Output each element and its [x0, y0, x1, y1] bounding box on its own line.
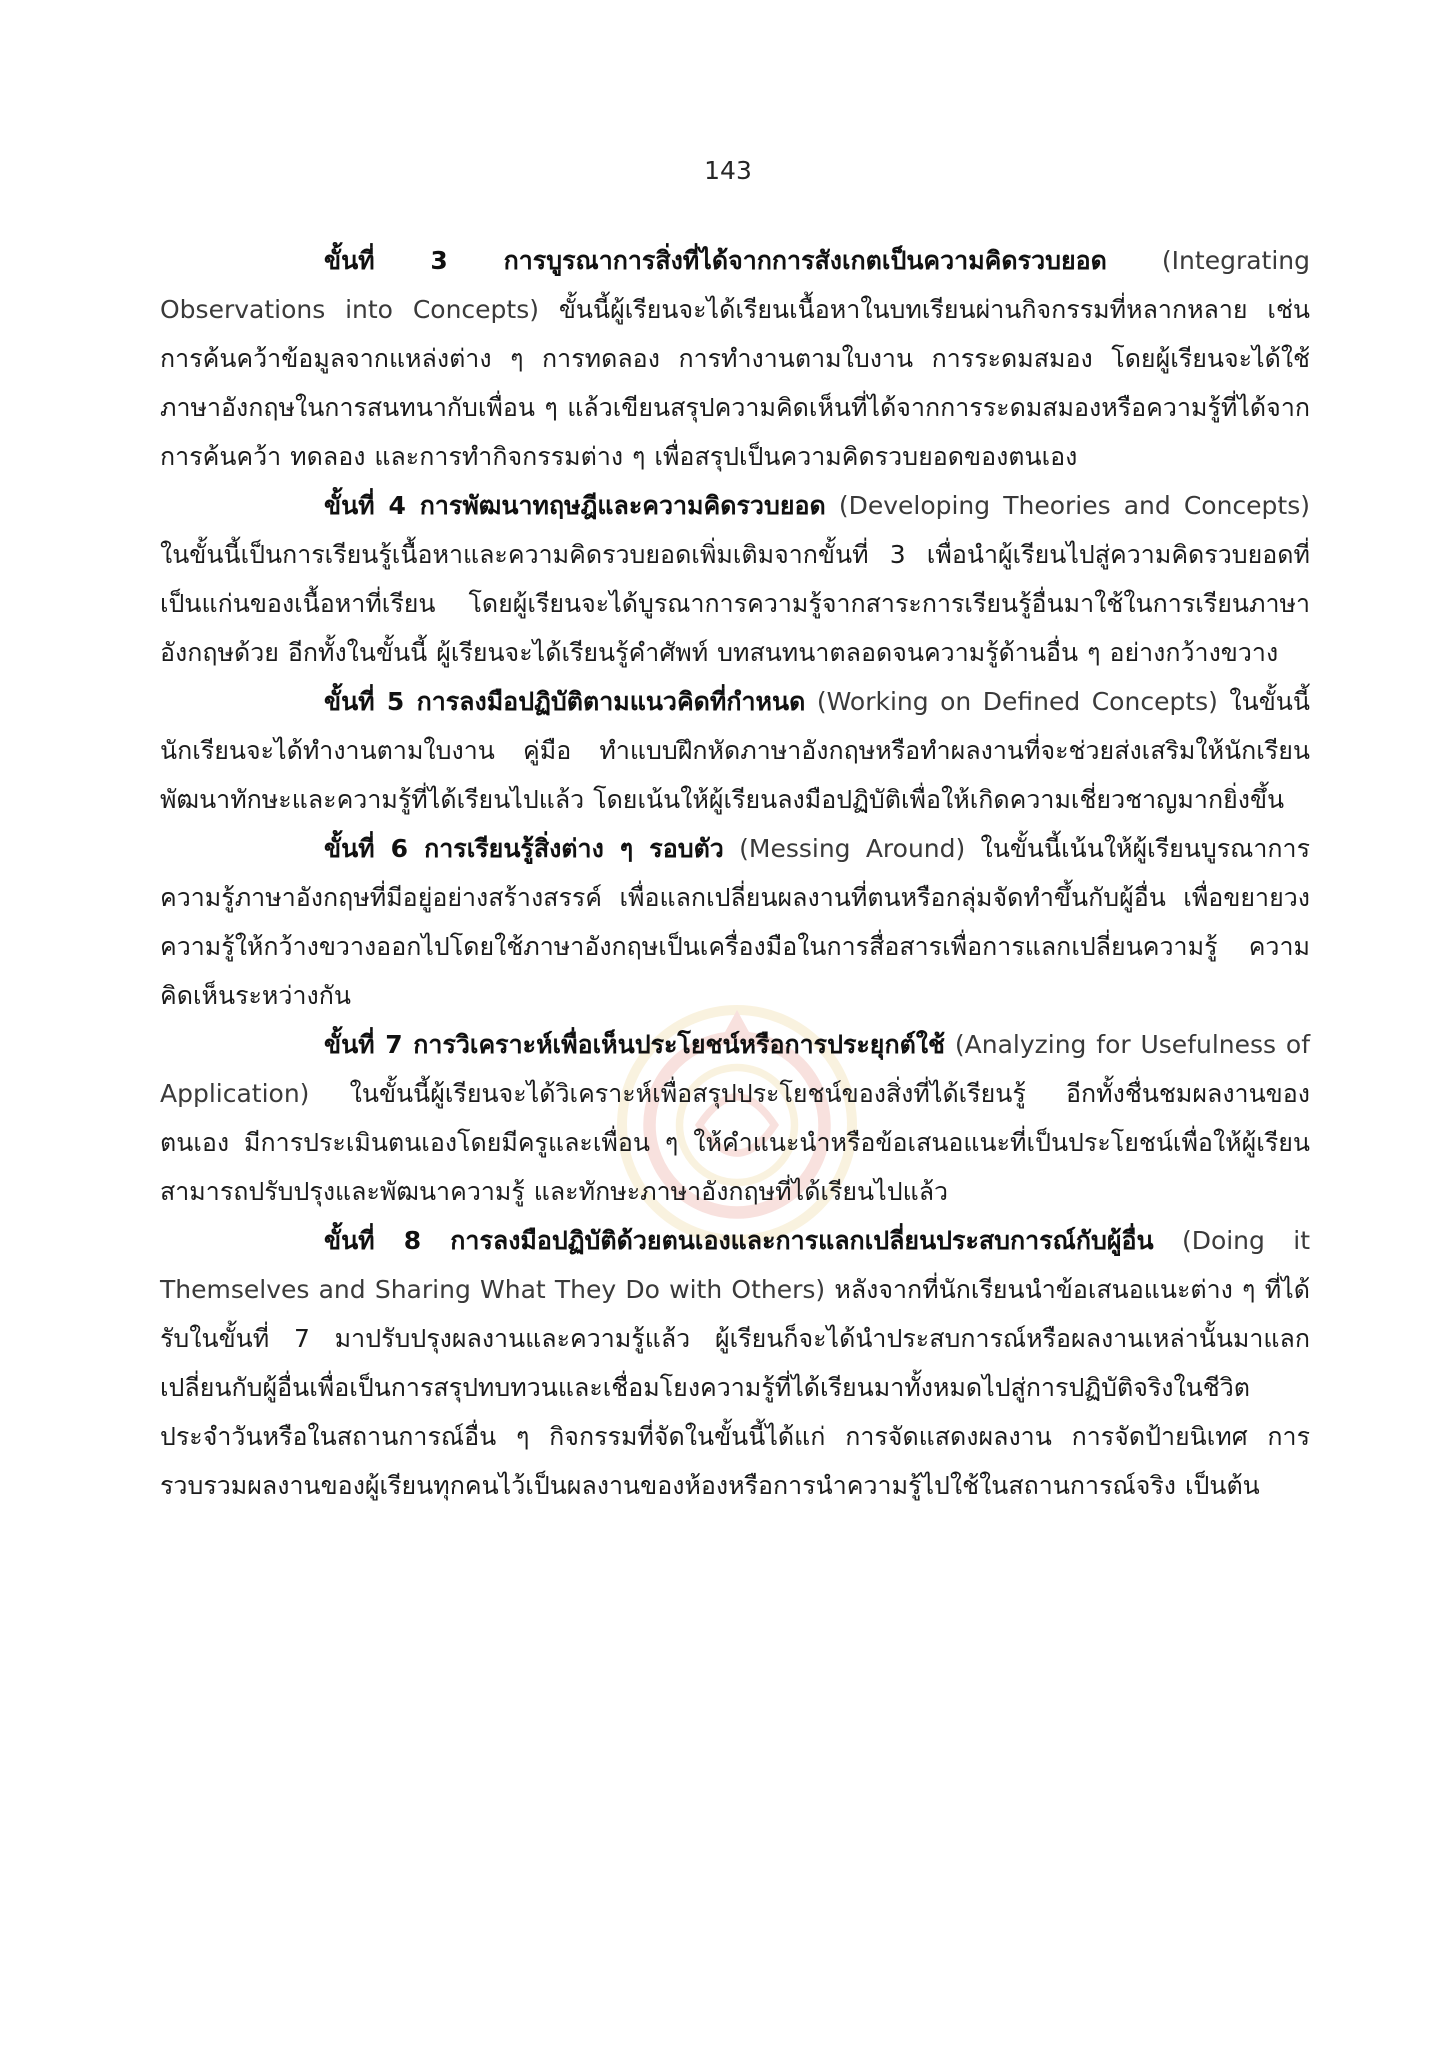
step-7-paragraph	[160, 1020, 1310, 1216]
step-5-english-term: (Working on Defined Concepts)	[816, 687, 1218, 716]
step-7-body: ในขั้นนี้ผู้เรียนจะได้วิเคราะห์เพื่อสรุปประโยชน์ของสิ่งที่ได้เรียนรู้ อีกทั้งชื่นชมผลงานของตนเอง มีการประเมินตนเองโดยมีครูและเพื่อน ๆ ให้คำแนะนำหรือข้อเสนอแนะที่เป็นประโยชน์เพื่อให้ผู้เรียนสามารถปรับปรุงและพัฒนาความรู้ และทักษะภาษาอังกฤษที่ได้เรียนไปแล้ว	[160, 1079, 1310, 1206]
step-3-paragraph	[160, 236, 1310, 481]
step-5-body: ในขั้นนี้นักเรียนจะได้ทำงานตามใบงาน คู่มือ ทำแบบฝึกหัดภาษาอังกฤษหรือทำผลงานที่จะช่วยส่งเสริมให้นักเรียนพัฒนาทักษะและความรู้ที่ได้เรียนไปแล้ว โดยเน้นให้ผู้เรียนลงมือปฏิบัติเพื่อให้เกิดความเชี่ยวชาญมากยิ่งขึ้น	[160, 687, 1310, 814]
step-5-heading: ขั้นที่ 5 การลงมือปฏิบัติตามแนวคิดที่กำหนด	[324, 687, 806, 716]
step-3-body: ขั้นนี้ผู้เรียนจะได้เรียนเนื้อหาในบทเรียนผ่านกิจกรรมที่หลากหลาย เช่น การค้นคว้าข้อมูลจากแหล่งต่าง ๆ การทดลอง การทำงานตามใบงาน การระดมสมอง โดยผู้เรียนจะได้ใช้ภาษาอังกฤษในการสนทนากับเพื่อน ๆ แล้วเขียนสรุปความคิดเห็นที่ได้จากการระดมสมองหรือความรู้ที่ได้จากการค้นคว้า ทดลอง และการทำกิจกรรมต่าง ๆ เพื่อสรุปเป็นความคิดรวบยอดของตนเอง	[160, 295, 1311, 471]
step-8-heading: ขั้นที่ 8 การลงมือปฏิบัติด้วยตนเองและการแลกเปลี่ยนประสบการณ์กับผู้อื่น	[324, 1226, 1154, 1255]
step-3-heading: ขั้นที่ 3 การบูรณาการสิ่งที่ได้จากการสังเกตเป็นความคิดรวบยอด	[324, 246, 1107, 275]
step-8-body: หลังจากที่นักเรียนนำข้อเสนอแนะต่าง ๆ ที่ได้รับในขั้นที่ 7 มาปรับปรุงผลงานและความรู้แล้ว ผู้เรียนก็จะได้นำประสบการณ์หรือผลงานเหล่านั้นมาแลกเปลี่ยนกับผู้อื่นเพื่อเป็นการสรุปทบทวนและเชื่อมโยงความรู้ที่ได้เรียนมาทั้งหมดไปสู่การปฏิบัติจริงในชีวิตประจำวันหรือในสถานการณ์อื่น ๆ กิจกรรมที่จัดในขั้นนี้ได้แก่ การจัดแสดงผลงาน การจัดป้ายนิเทศ การรวบรวมผลงานของผู้เรียนทุกคนไว้เป็นผลงานของห้องหรือการนำความรู้ไปใช้ในสถานการณ์จริง เป็นต้น	[160, 1275, 1310, 1500]
step-5-paragraph	[160, 677, 1310, 824]
document-body	[160, 236, 1310, 1510]
step-8-paragraph	[160, 1216, 1310, 1510]
step-6-body: ในขั้นนี้เน้นให้ผู้เรียนบูรณาการความรู้ภาษาอังกฤษที่มีอยู่อย่างสร้างสรรค์ เพื่อแลกเปลี่ยนผลงานที่ตนหรือกลุ่มจัดทำขึ้นกับผู้อื่น เพื่อขยายวงความรู้ให้กว้างขวางออกไปโดยใช้ภาษาอังกฤษเป็นเครื่องมือในการสื่อสารเพื่อการแลกเปลี่ยนความรู้ ความคิดเห็นระหว่างกัน	[160, 834, 1311, 1010]
step-8-english-term: (Doing it Themselves and Sharing What They Do with Others)	[160, 1226, 1310, 1304]
step-4-heading: ขั้นที่ 4 การพัฒนาทฤษฎีและความคิดรวบยอด	[324, 491, 826, 520]
step-6-paragraph	[160, 824, 1310, 1020]
step-7-heading: ขั้นที่ 7 การวิเคราะห์เพื่อเห็นประโยชน์หรือการประยุกต์ใช้	[324, 1030, 946, 1059]
step-6-heading: ขั้นที่ 6 การเรียนรู้สิ่งต่าง ๆ รอบตัว	[324, 834, 724, 863]
step-3-english-term: (Integrating Observations into Concepts)	[160, 246, 1311, 324]
step-4-body: ในขั้นนี้เป็นการเรียนรู้เนื้อหาและความคิดรวบยอดเพิ่มเติมจากขั้นที่ 3 เพื่อนำผู้เรียนไปสู่ความคิดรวบยอดที่เป็นแก่นของเนื้อหาที่เรียน โดยผู้เรียนจะได้บูรณาการความรู้จากสาระการเรียนรู้อื่นมาใช้ในการเรียนภาษาอังกฤษด้วย อีกทั้งในขั้นนี้ ผู้เรียนจะได้เรียนรู้คำศัพท์ บทสนทนาตลอดจนความรู้ด้านอื่น ๆ อย่างกว้างขวาง	[160, 540, 1310, 667]
step-4-english-term: (Developing Theories and Concepts)	[838, 491, 1310, 520]
step-4-paragraph	[160, 481, 1310, 677]
step-7-english-term: (Analyzing for Usefulness of Application)	[160, 1030, 1311, 1108]
page-number: 143	[704, 156, 752, 185]
step-6-english-term: (Messing Around)	[739, 834, 966, 863]
